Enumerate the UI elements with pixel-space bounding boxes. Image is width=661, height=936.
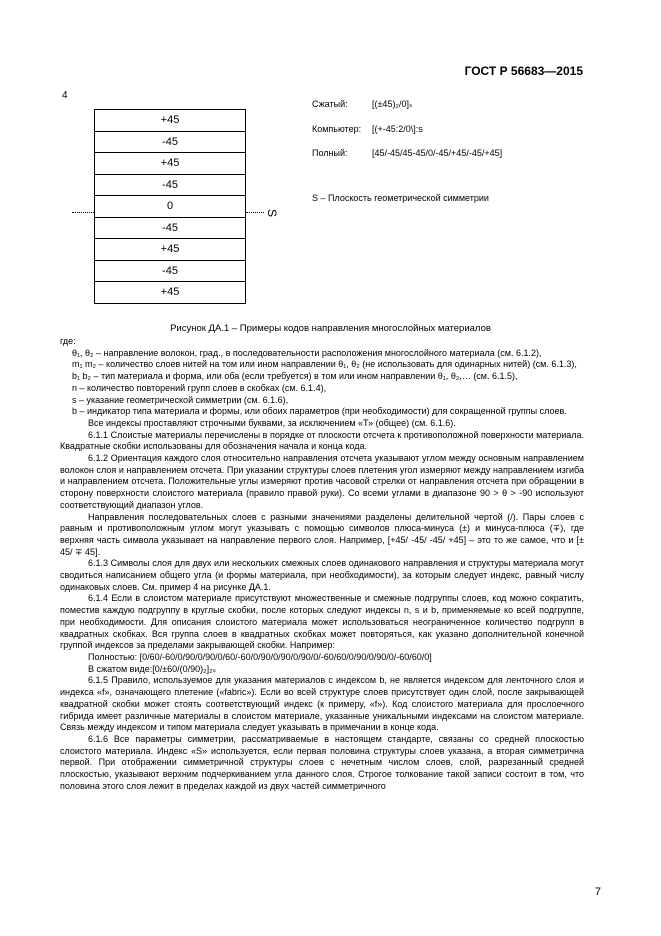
paragraph: n – количество повторений групп слоев в скобках (см. 6.1.4), xyxy=(72,382,327,393)
layer: -45 xyxy=(94,261,246,283)
symmetry-plane-line-left xyxy=(72,212,94,213)
layer: +45 xyxy=(94,110,246,132)
paragraph: В сжатом виде:[0/±60/(0/90)₂]₂ₛ xyxy=(88,663,217,674)
paragraph: b – индикатор типа материала и формы, или обоих параметров (при необходимости) для сокращенной группы слоев. xyxy=(72,406,567,417)
paragraph: s – указание геометрической симметрии (см. 6.1.6), xyxy=(72,394,289,405)
code-examples xyxy=(312,99,502,173)
layer: -45 xyxy=(94,218,246,240)
code-row-compressed xyxy=(312,99,502,124)
layer: +45 xyxy=(94,282,246,304)
page-number: 7 xyxy=(594,886,601,898)
paragraph: 6.1.6 Все параметры симметрии, рассматриваемые в настоящем стандарте, связаны со средней плоскостью слоистого материала. Индекс «S» используется, если первая половина структуры слоев указана, а вторая симметрична первой. При отображении симметричной структуры слоев с нечетным числом слоев, слой, разрезанный средней плоскостью, указывают верхним подчеркиванием угла данного слоя. Строгое толкование такой записи состоит в том, что половина этого слоя лежит в пределах каждой из двух частей симметричного xyxy=(60,733,584,791)
code-row-computer xyxy=(312,124,502,149)
layer: +45 xyxy=(94,153,246,175)
layer: -45 xyxy=(94,132,246,154)
example-number: 4 xyxy=(62,90,68,101)
paragraph: m₁ m₂ – количество слоев нитей на том или ином направлении θ₁, θ₂ (не использовать для одинарных нитей) (см. 6.1.3), xyxy=(72,359,577,370)
code-label: Компьютер: xyxy=(312,123,362,134)
code-row-full xyxy=(312,148,502,173)
figure-caption: Рисунок ДА.1 – Примеры кодов направления многослойных материалов xyxy=(170,323,491,334)
paragraph: 6.1.3 Символы слоя для двух или нескольких смежных слоев одинакового направления и структуры материала могут сводиться написанием общего угла (и формы материала, при необходимости), за которым следует индекс, равный числу одинаковых слоев. См. пример 4 на рисунке ДА.1. xyxy=(60,558,584,592)
layer-stack-diagram xyxy=(94,109,246,304)
layer: +45 xyxy=(94,239,246,261)
paragraph: 6.1.1 Слоистые материалы перечислены в порядке от плоскости отсчета к противоположной поверхности материала. Квадратные скобки использованы для обозначения начала и конца кода. xyxy=(60,429,584,452)
paragraph: 6.1.5 Правило, используемое для указания материалов с индексом b, не является индексом для ленточного слоя и индекса «f», означающего плетение («fabric»). Если во всей структуре слоев присутствует один слой, после закрывающей квадратной скобки может стоять соответствующий индекс (к примеру, «f»). Код слоистого материала для прослоечного гибрида имеет различные материалы в слоистом материале, указанные уникальными индексами на слоистом материале. Связь между индексом и типом материала следует указывать в примечании в конце кода. xyxy=(60,675,584,733)
code-label: Полный: xyxy=(312,148,348,158)
body-text xyxy=(60,336,584,792)
paragraph: Полностью: [0/60/-60/0/90/0/90/0/60/-60/0/90/0/90/0/90/0/-60/60/0/90/0/90/0/-60/60/0] xyxy=(88,651,432,662)
layer: -45 xyxy=(94,175,246,197)
code-value: [(+-45:2/0\]:s xyxy=(372,123,423,134)
code-value: [45/-45/45-45/0/-45/+45/-45/+45] xyxy=(372,148,503,158)
paragraph: θ₁, θ₂ – направление волокон, град., в последовательности расположения многослойного материала (см. 6.1.2), xyxy=(72,347,542,358)
paragraph: Направления последовательных слоев с разными значениями разделены делительной чертой (/). Пары слоев с равным и противоположным углом могут указывать с помощью символов плюса-минуса (±) и минуса-плюса (∓), где верхняя часть символа указывает на направление первого слоя. Например, [+45/ -45/ -45/ +45] – это то же самое, что и [± 45/ ∓ 45]. xyxy=(60,511,584,557)
symmetry-plane-line-right xyxy=(246,212,264,213)
layer: 0 xyxy=(94,196,246,218)
paragraph: где: xyxy=(60,336,76,346)
document-header: ГОСТ Р 56683—2015 xyxy=(464,64,583,78)
symmetry-label: S xyxy=(265,208,280,218)
paragraph: 6.1.2 Ориентация каждого слоя относительно направления отсчета указывают углом между основным направлением волокон слоя и направлением отсчета. При указании структуры слоев плетения угол измеряют между направлением изгиба и направлением отсчета. Положительные углы измеряют против часовой стрелки от направления отсчета при обращении в сторону поверхности слоистого материала (правило правой руки). Со всеми углами в диапазоне 90 > θ > -90 используют соответствующий диапазон углов. xyxy=(60,453,584,510)
paragraph: 6.1.4 Если в слоистом материале присутствуют множественные и смежные подгруппы слоев, код можно сократить, поместив каждую подгруппу в круглые скобки, после которых следуют индексы n, s и b, применяемые ко всей подгруппе, при необходимости. Для описания слоистого материала может использоваться неограниченное количество подгрупп в квадратных скобках. Вся группа слоев в квадратных скобках может повторяться, как указано дополнительной конечной группой индексов за пределами закрывающей скобки. Например: xyxy=(60,593,584,651)
paragraph: Все индексы проставляют строчными буквами, за исключением «Т» (общее) (см. 6.1.6). xyxy=(88,417,456,428)
code-label: Сжатый: xyxy=(312,99,348,109)
symmetry-note: S – Плоскость геометрической симметрии xyxy=(312,193,489,203)
code-value: [(±45)₂/0]ₛ xyxy=(372,99,413,109)
paragraph: b₁ b₂ – тип материала и форма, или оба (если требуется) в том или ином направлении θ₁, θ₂,… (см. 6.1.5), xyxy=(72,371,518,382)
